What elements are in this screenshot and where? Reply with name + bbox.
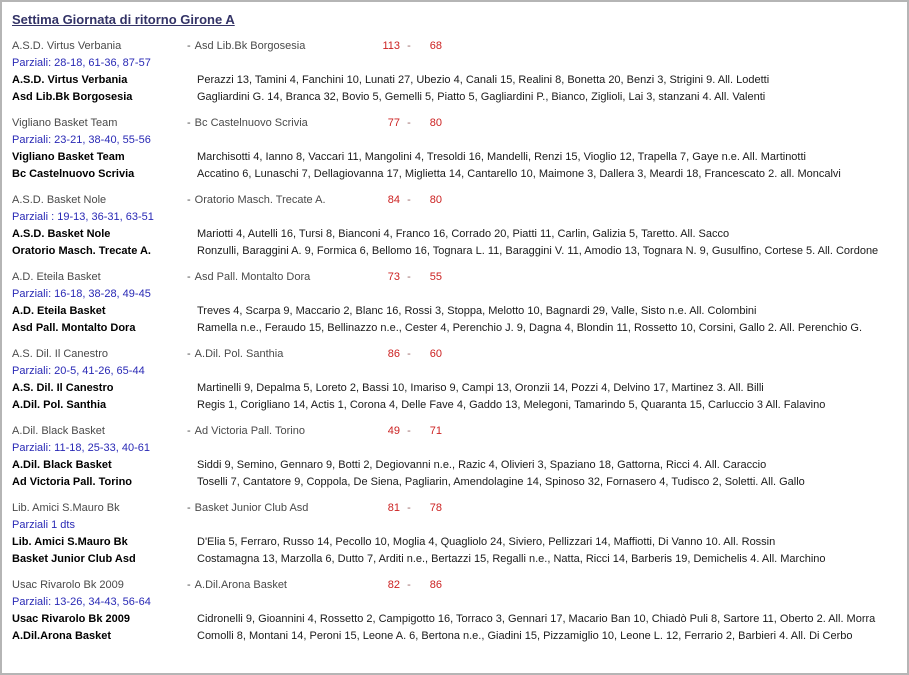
home-team-name: A.S.D. Basket Nole <box>12 194 107 206</box>
away-roster-players: Ronzulli, Baraggini A. 9, Formica 6, Bellomo 16, Tognara L. 11, Baraggini V. 11, Amodio 13, Tognara N. 9, Gusulfino, Cortese 5. All. Cordone <box>197 245 879 257</box>
home-roster-team-name: A.Dil. Black Basket <box>12 459 112 471</box>
home-score: 86 <box>387 348 400 360</box>
teams-separator-dash: - <box>187 271 191 283</box>
match-header-row <box>12 500 907 517</box>
away-roster-players: Accatino 6, Lunaschi 7, Dellagiovanna 17, Miglietta 14, Cantarello 10, Maimone 3, Dallera 3, Meardi 18, Francescato 2. all. Moncalvi <box>197 168 841 180</box>
match-header-row <box>12 115 907 132</box>
partials-line: Parziali: 28-18, 61-36, 87-57 <box>12 57 151 69</box>
match-header-row <box>12 577 907 594</box>
score-separator-dash: - <box>407 40 411 52</box>
away-team-cell <box>187 38 372 55</box>
away-roster-team-name: Asd Lib.Bk Borgosesia <box>12 91 133 103</box>
home-team-name: Vigliano Basket Team <box>12 117 118 129</box>
match-header-row <box>12 423 907 440</box>
home-roster-team-name: A.S. Dil. Il Canestro <box>12 382 114 394</box>
away-score: 80 <box>429 194 442 206</box>
away-team-name: Asd Pall. Montalto Dora <box>194 271 311 283</box>
home-score: 82 <box>387 579 400 591</box>
match-header-row <box>12 192 907 209</box>
home-team-name: A.D. Eteila Basket <box>12 271 101 283</box>
home-roster-team-name: Vigliano Basket Team <box>12 151 125 163</box>
home-team-name: A.S.D. Virtus Verbania <box>12 40 122 52</box>
teams-separator-dash: - <box>187 40 191 52</box>
away-roster-players: Costamagna 13, Marzolla 6, Dutto 7, Arditi n.e., Bertazzi 15, Regalli n.e., Natta, Ricci 14, Barberis 19, Demichelis 4. All. Marchino <box>197 553 826 565</box>
home-score: 49 <box>387 425 400 437</box>
partials-line: Parziali 1 dts <box>12 519 75 531</box>
match-list <box>12 38 907 645</box>
match-block <box>12 115 907 183</box>
home-roster-players: Siddi 9, Semino, Gennaro 9, Botti 2, Degiovanni n.e., Razic 4, Olivieri 3, Spaziano 18, Gattorna, Ricci 4. All. Caraccio <box>197 459 767 471</box>
score-separator-dash: - <box>407 502 411 514</box>
home-roster-players: Perazzi 13, Tamini 4, Fanchini 10, Lunati 27, Ubezio 4, Canali 15, Realini 8, Bonetta 20, Benzi 3, Strigini 9. All. Lodetti <box>197 74 770 86</box>
away-roster-team-name: Bc Castelnuovo Scrivia <box>12 168 135 180</box>
score-separator-dash: - <box>407 348 411 360</box>
home-roster-players: Mariotti 4, Autelli 16, Tursi 8, Bianconi 4, Franco 16, Corrado 20, Piatti 11, Carlin, Galizia 5, Taretto. All. Sacco <box>197 228 730 240</box>
away-team-name: Basket Junior Club Asd <box>194 502 309 514</box>
match-block <box>12 38 907 106</box>
home-team-name: A.Dil. Black Basket <box>12 425 105 437</box>
away-roster-row <box>12 166 907 183</box>
away-roster-team-name: Basket Junior Club Asd <box>12 553 136 565</box>
partials-line: Parziali: 11-18, 25-33, 40-61 <box>12 442 150 454</box>
partials-line: Parziali: 13-26, 34-43, 56-64 <box>12 596 151 608</box>
score-separator-dash: - <box>407 194 411 206</box>
away-score: 60 <box>429 348 442 360</box>
teams-separator-dash: - <box>187 194 191 206</box>
away-team-name: Bc Castelnuovo Scrivia <box>194 117 308 129</box>
partials-line: Parziali: 20-5, 41-26, 65-44 <box>12 365 145 377</box>
match-header-row <box>12 346 907 363</box>
match-block <box>12 192 907 260</box>
away-team-name: Oratorio Masch. Trecate A. <box>194 194 326 206</box>
away-roster-row <box>12 628 907 645</box>
away-roster-row <box>12 243 907 260</box>
round-title-link[interactable]: Settima Giornata di ritorno Girone A <box>12 12 235 27</box>
score-separator-dash: - <box>407 271 411 283</box>
teams-separator-dash: - <box>187 425 191 437</box>
away-roster-row <box>12 474 907 491</box>
home-roster-team-name: A.D. Eteila Basket <box>12 305 106 317</box>
away-score: 68 <box>429 40 442 52</box>
away-roster-team-name: Oratorio Masch. Trecate A. <box>12 245 151 257</box>
home-roster-row <box>12 303 907 320</box>
away-roster-team-name: A.Dil.Arona Basket <box>12 630 112 642</box>
teams-separator-dash: - <box>187 579 191 591</box>
home-roster-players: Martinelli 9, Depalma 5, Loreto 2, Bassi 10, Imariso 9, Campi 13, Oronzii 14, Pozzi 4, Delvino 17, Martinez 3. All. Billi <box>197 382 764 394</box>
home-roster-players: Treves 4, Scarpa 9, Maccario 2, Blanc 16, Rossi 3, Stoppa, Melotto 10, Bagnardi 29, Valle, Sisto n.e. All. Colombini <box>197 305 757 317</box>
away-team-name: Ad Victoria Pall. Torino <box>194 425 305 437</box>
match-block <box>12 577 907 645</box>
away-roster-players: Regis 1, Corigliano 14, Actis 1, Corona 4, Delle Fave 4, Gaddo 13, Melegoni, Tamarindo 5, Quaranta 15, Carluccio 3 All. Falavino <box>197 399 826 411</box>
away-team-cell <box>187 192 372 209</box>
away-team-cell <box>187 500 372 517</box>
home-score: 84 <box>387 194 400 206</box>
score-separator-dash: - <box>407 117 411 129</box>
teams-separator-dash: - <box>187 348 191 360</box>
away-roster-team-name: Ad Victoria Pall. Torino <box>12 476 133 488</box>
away-team-name: Asd Lib.Bk Borgosesia <box>194 40 306 52</box>
teams-separator-dash: - <box>187 117 191 129</box>
away-roster-row <box>12 397 907 414</box>
away-roster-row <box>12 89 907 106</box>
score-separator-dash: - <box>407 579 411 591</box>
away-score: 71 <box>429 425 442 437</box>
away-roster-players: Gagliardini G. 14, Branca 32, Bovio 5, Gemelli 5, Piatto 5, Gagliardini P., Bianco, Ziglioli, Lai 3, stanzani 4. All. Valenti <box>197 91 766 103</box>
teams-separator-dash: - <box>187 502 191 514</box>
home-roster-team-name: A.S.D. Virtus Verbania <box>12 74 128 86</box>
home-roster-row <box>12 611 907 628</box>
away-team-name: A.Dil. Pol. Santhia <box>194 348 284 360</box>
home-roster-team-name: Usac Rivarolo Bk 2009 <box>12 613 131 625</box>
home-roster-players: D'Elia 5, Ferraro, Russo 14, Pecollo 10, Moglia 4, Quagliolo 24, Siviero, Pellizzari 14, Maffiotti, Di Vanno 10. All. Rossin <box>197 536 776 548</box>
away-roster-players: Ramella n.e., Feraudo 15, Bellinazzo n.e., Cester 4, Perenchio J. 9, Dagna 4, Blondin 11, Rossetto 10, Corsini, Gallo 2. All. Perenchio G. <box>197 322 863 334</box>
match-header-row <box>12 38 907 55</box>
home-roster-team-name: Lib. Amici S.Mauro Bk <box>12 536 128 548</box>
away-team-cell <box>187 346 372 363</box>
away-roster-team-name: A.Dil. Pol. Santhia <box>12 399 107 411</box>
home-roster-team-name: A.S.D. Basket Nole <box>12 228 111 240</box>
home-roster-row <box>12 72 907 89</box>
home-team-name: Lib. Amici S.Mauro Bk <box>12 502 120 514</box>
home-roster-row <box>12 149 907 166</box>
away-score: 55 <box>429 271 442 283</box>
away-team-cell <box>187 115 372 132</box>
away-score: 86 <box>429 579 442 591</box>
score-separator-dash: - <box>407 425 411 437</box>
match-header-row <box>12 269 907 286</box>
home-roster-row <box>12 226 907 243</box>
match-block <box>12 423 907 491</box>
partials-line: Parziali : 19-13, 36-31, 63-51 <box>12 211 154 223</box>
away-score: 80 <box>429 117 442 129</box>
home-score: 81 <box>387 502 400 514</box>
away-roster-row <box>12 320 907 337</box>
home-roster-row <box>12 457 907 474</box>
home-team-name: A.S. Dil. Il Canestro <box>12 348 108 360</box>
match-block <box>12 346 907 414</box>
away-roster-players: Comolli 8, Montani 14, Peroni 15, Leone A. 6, Bertona n.e., Giadini 15, Pizzamiglio 10, Leone L. 12, Ferrario 2, Barbieri 4. All. Di Cerbo <box>197 630 853 642</box>
away-score: 78 <box>429 502 442 514</box>
home-roster-players: Cidronelli 9, Gioannini 4, Rossetto 2, Campigotto 16, Torraco 3, Gennari 17, Macario Ban 10, Chiadò Puli 8, Sartore 11, Oberto 2. All. Morra <box>197 613 876 625</box>
home-roster-row <box>12 534 907 551</box>
home-roster-players: Marchisotti 4, Ianno 8, Vaccari 11, Mangolini 4, Tresoldi 16, Mandelli, Renzi 15, Vioglio 12, Trapella 7, Gaye n.e. All. Martinotti <box>197 151 806 163</box>
away-roster-team-name: Asd Pall. Montalto Dora <box>12 322 136 334</box>
match-block <box>12 269 907 337</box>
home-score: 73 <box>387 271 400 283</box>
away-team-cell <box>187 423 372 440</box>
home-score: 77 <box>387 117 400 129</box>
away-team-name: A.Dil.Arona Basket <box>194 579 287 591</box>
partials-line: Parziali: 23-21, 38-40, 55-56 <box>12 134 151 146</box>
away-team-cell <box>187 577 372 594</box>
partials-line: Parziali: 16-18, 38-28, 49-45 <box>12 288 151 300</box>
home-score: 113 <box>382 40 400 52</box>
away-team-cell <box>187 269 372 286</box>
away-roster-players: Toselli 7, Cantatore 9, Coppola, De Siena, Pagliarin, Amendolagine 14, Spinoso 32, Fornasero 4, Tudisco 2, Soletti. All. Gallo <box>197 476 805 488</box>
home-team-name: Usac Rivarolo Bk 2009 <box>12 579 124 591</box>
away-roster-row <box>12 551 907 568</box>
home-roster-row <box>12 380 907 397</box>
match-block <box>12 500 907 568</box>
